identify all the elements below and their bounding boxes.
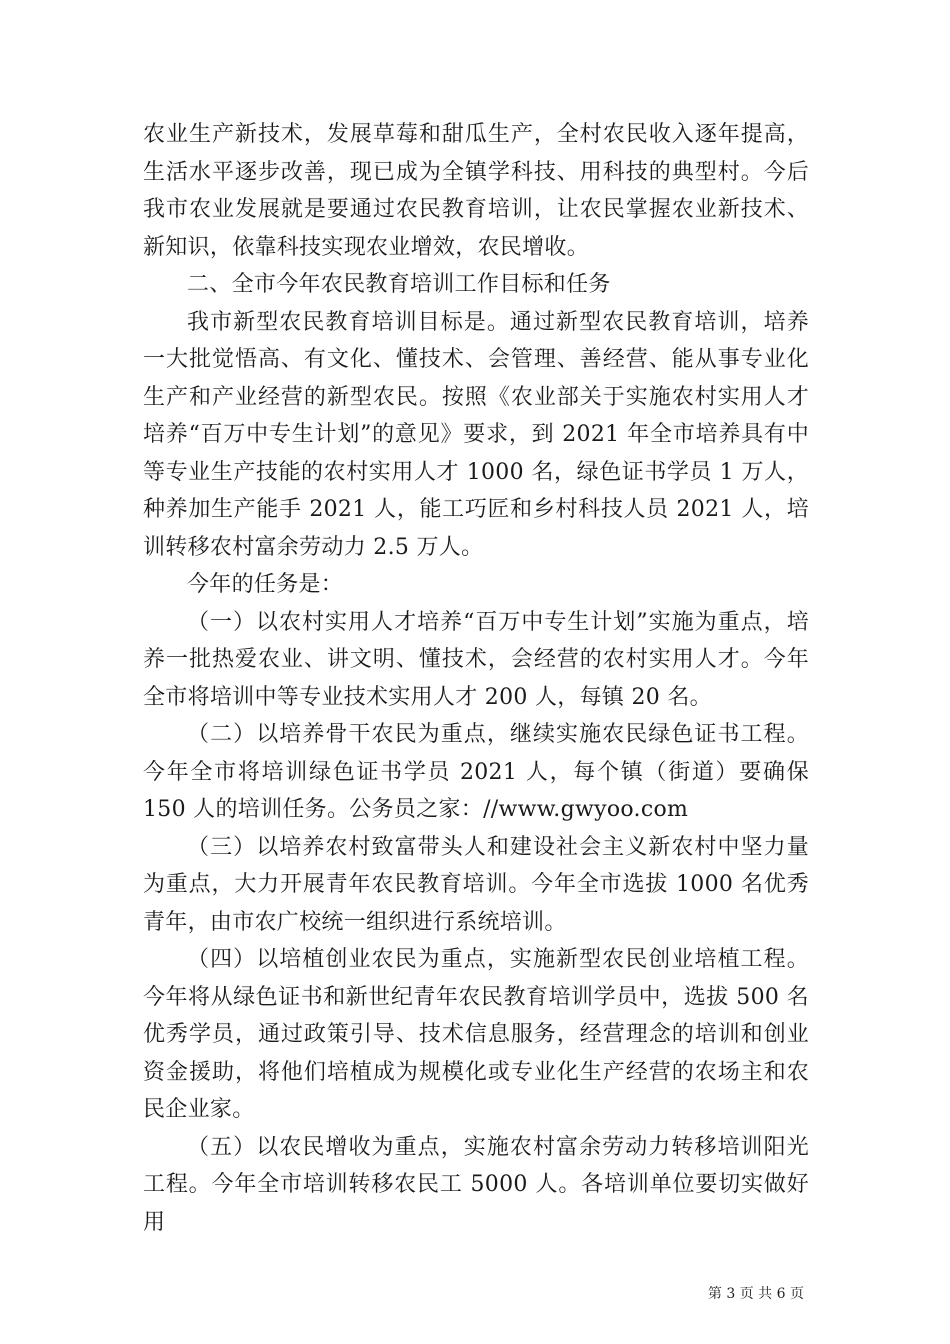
paragraph-task-1: （一）以农村实用人才培养“百万中专生计划”实施为重点，培养一批热爱农业、讲文明、懂技术，会经营的农村实用人才。今年全市将培训中等专业技术实用人才 200 人，每镇 20 名。 (143, 609, 809, 710)
paragraph-continuation: 农业生产新技术，发展草莓和甜瓜生产，全村农民收入逐年提高，生活水平逐步改善，现已成为全镇学科技、用科技的典型村。今后我市农业发展就是要通过农民教育培训，让农民掌握农业新技术、新知识，依靠科技实现农业增效，农民增收。 (143, 122, 809, 260)
page-number-footer: 第 3 页 共 6 页 (707, 1286, 804, 1302)
paragraph-task-3: （三）以培养农村致富带头人和建设社会主义新农村中坚力量为重点，大力开展青年农民教育培训。今年全市选拔 1000 名优秀青年，由市农广校统一组织进行系统培训。 (143, 834, 809, 935)
paragraph-task-4: （四）以培植创业农民为重点，实施新型农民创业培植工程。今年将从绿色证书和新世纪青年农民教育培训学员中，选拔 500 名优秀学员，通过政策引导、技术信息服务，经营理念的培训和创业资金援助，将他们培植成为规模化或专业化生产经营的农场主和农民企业家。 (143, 947, 809, 1122)
paragraph-training-goals: 我市新型农民教育培训目标是。通过新型农民教育培训，培养一大批觉悟高、有文化、懂技术、会管理、善经营、能从事专业化生产和产业经营的新型农民。按照《农业部关于实施农村实用人才培养“百万中专生计划”的意见》要求，到 2021 年全市培养具有中等专业生产技能的农村实用人才 1000 名，绿色证书学员 1 万人，种养加生产能手 2021 人，能工巧匠和乡村科技人员 2021 人，培训转移农村富余劳动力 2.5 万人。 (143, 309, 809, 560)
paragraph-task-5: （五）以农民增收为重点，实施农村富余劳动力转移培训阳光工程。今年全市培训转移农民工 5000 人。各培训单位要切实做好用 (143, 1134, 809, 1235)
document-body (143, 116, 809, 1241)
section-heading-targets-and-tasks: 二、全市今年农民教育培训工作目标和任务 (187, 272, 611, 297)
paragraph-tasks-intro: 今年的任务是： (187, 572, 344, 597)
paragraph-task-2: （二）以培养骨干农民为重点，继续实施农民绿色证书工程。今年全市将培训绿色证书学员 2021 人，每个镇（街道）要确保 150 人的培训任务。公务员之家：//www.gwyoo.com (143, 722, 809, 822)
